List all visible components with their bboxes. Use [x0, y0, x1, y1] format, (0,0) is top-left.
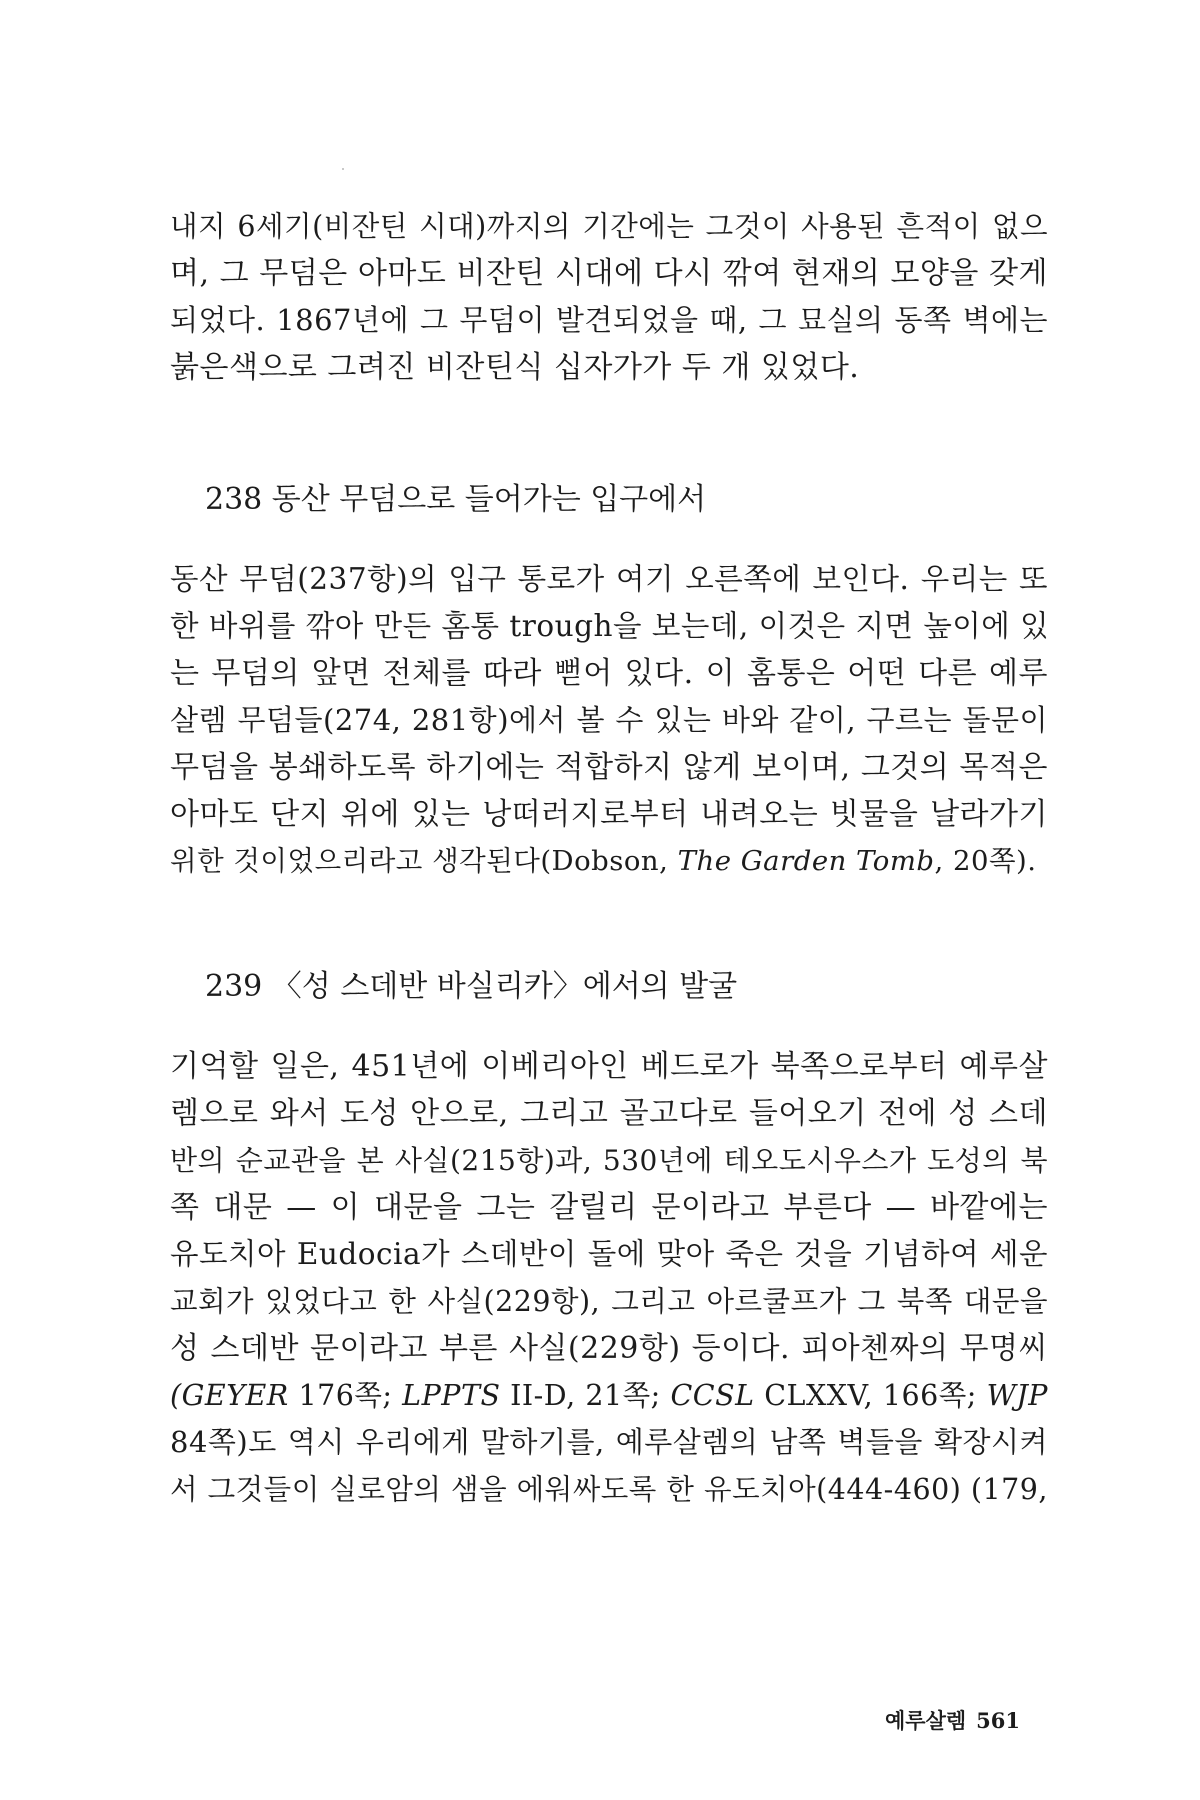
- paragraph-line: 성 스데반 문이라고 부른 사실(229항) 등이다. 피아첸짜의 무명씨: [170, 1331, 1048, 1366]
- citation-text: II-D, 21쪽;: [500, 1379, 671, 1412]
- source-abbrev: (GEYER: [170, 1379, 289, 1412]
- scan-speck: [342, 168, 344, 170]
- citation-text: CLXXV, 166쪽;: [754, 1379, 987, 1412]
- paragraph-line: 교회가 있었다고 한 사실(229항), 그리고 아르쿨프가 그 북쪽 대문을: [170, 1285, 1048, 1318]
- paragraph-line: 유도치아 Eudocia가 스데반이 돌에 맞아 죽은 것을 기념하여 세운: [170, 1237, 1048, 1271]
- continuation-paragraph: [170, 203, 1048, 391]
- paragraph-line: 한 바위를 깎아 만든 홈통 trough을 보는데, 이것은 지면 높이에 있: [170, 609, 1050, 643]
- section-238-paragraph: [170, 556, 1048, 885]
- citation-text: 위한 것이었으리라고 생각된다(Dobson,: [170, 845, 678, 877]
- paragraph-line: 서 그것들이 실로암의 샘을 에워싸도록 한 유도치아(444-460) (179,: [170, 1473, 1048, 1506]
- running-title: 예루살렘: [885, 1708, 967, 1733]
- paragraph-line: 내지 6세기(비잔틴 시대)까지의 기간에는 그것이 사용된 흔적이 없으: [170, 210, 1048, 243]
- source-abbrev: CCSL: [670, 1379, 755, 1412]
- paragraph-line-with-citation: [170, 838, 1048, 885]
- paragraph-line: 붉은색으로 그려진 비잔틴식 십자가가 두 개 있었다.: [170, 350, 860, 385]
- paragraph-line: 살렘 무덤들(274, 281항)에서 볼 수 있는 바와 같이, 구르는 돌문이: [170, 703, 1048, 737]
- paragraph-line: 기억할 일은, 451년에 이베리아인 베드로가 북쪽으로부터 예루살: [170, 1049, 1048, 1084]
- section-238-heading: 238 동산 무덤으로 들어가는 입구에서: [205, 482, 707, 517]
- citation-line: [170, 1372, 1048, 1419]
- citation-text: , 20쪽).: [934, 845, 1037, 877]
- source-abbrev: WJP: [986, 1379, 1048, 1412]
- paragraph-line: 되었다. 1867년에 그 무덤이 발견되었을 때, 그 묘실의 동쪽 벽에는: [170, 303, 1048, 337]
- paragraph-line: 렘으로 와서 도성 안으로, 그리고 골고다로 들어오기 전에 성 스데: [170, 1096, 1048, 1131]
- page-footer: [885, 1705, 1020, 1735]
- source-abbrev: LPPTS: [402, 1379, 501, 1412]
- paragraph-line: 아마도 단지 위에 있는 낭떠러지로부터 내려오는 빗물을 날라가기: [170, 797, 1048, 832]
- paragraph-line: 며, 그 무덤은 아마도 비잔틴 시대에 다시 깎여 현재의 모양을 갖게: [170, 256, 1048, 291]
- paragraph-line: 무덤을 봉쇄하도록 하기에는 적합하지 않게 보이며, 그것의 목적은: [170, 750, 1048, 785]
- section-239-paragraph: [170, 1043, 1048, 1513]
- paragraph-line: 동산 무덤(237항)의 입구 통로가 여기 오른쪽에 보인다. 우리는 또: [170, 562, 1048, 596]
- book-title: The Garden Tomb: [677, 845, 935, 877]
- paragraph-line: 는 무덤의 앞면 전체를 따라 뻗어 있다. 이 홈통은 어떤 다른 예루: [170, 656, 1048, 691]
- paragraph-line: 쪽 대문 — 이 대문을 그는 갈릴리 문이라고 부른다 — 바깥에는: [170, 1190, 1048, 1225]
- section-239-heading: 239 〈성 스데반 바실리카〉에서의 발굴: [205, 969, 738, 1004]
- citation-text: 176쪽;: [288, 1379, 403, 1412]
- paragraph-line: 반의 순교관을 본 사실(215항)과, 530년에 테오도시우스가 도성의 북: [170, 1144, 1048, 1177]
- page-number: 561: [976, 1708, 1020, 1733]
- paragraph-line: 84쪽)도 역시 우리에게 말하기를, 예루살렘의 남쪽 벽들을 확장시켜: [170, 1425, 1048, 1459]
